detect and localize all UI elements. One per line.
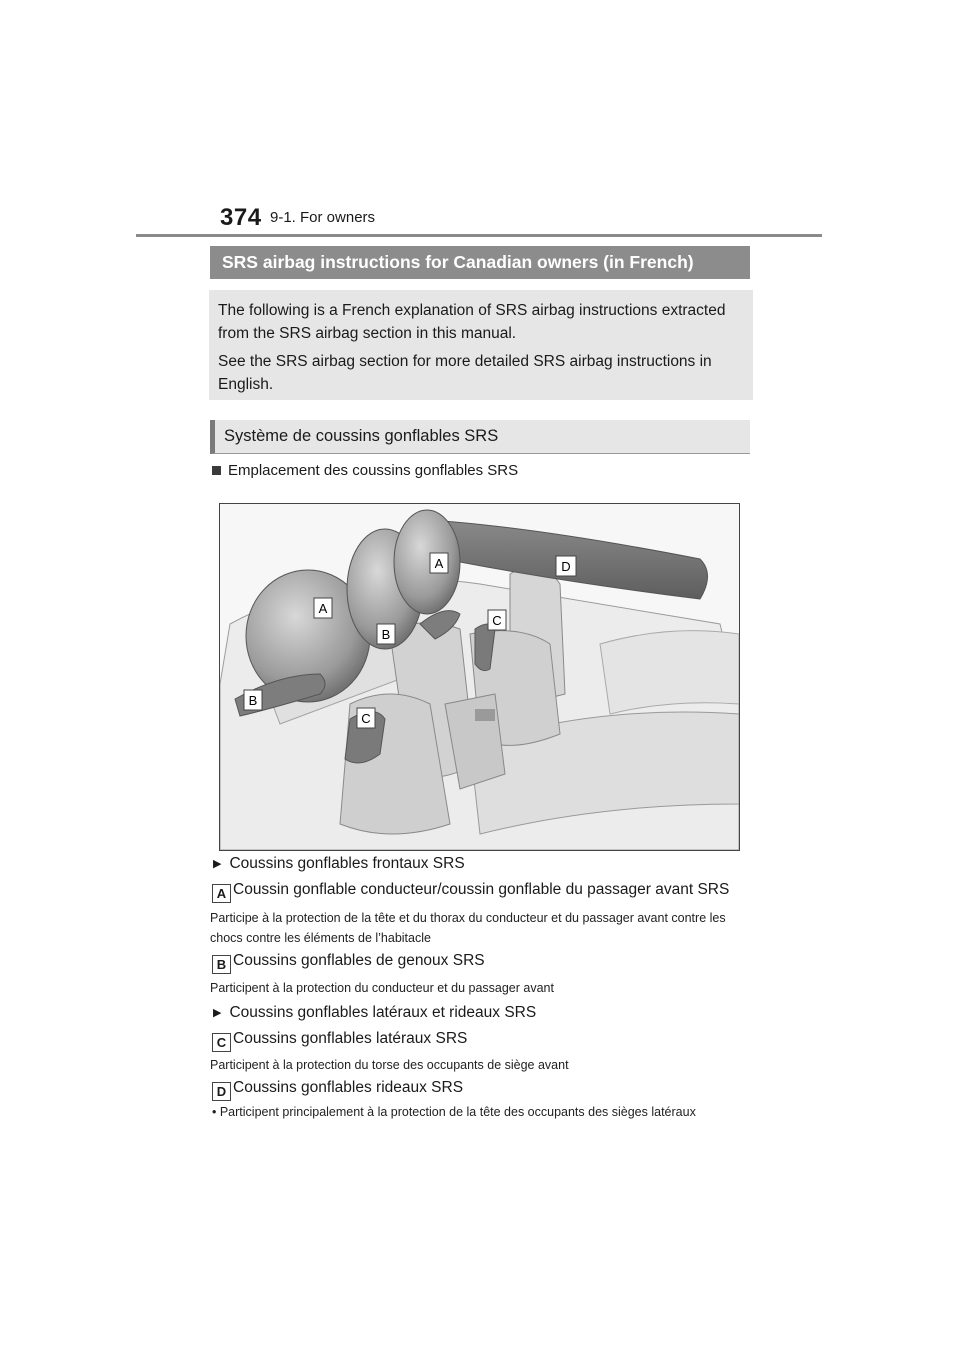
callout-b-1 <box>377 624 395 644</box>
triangle-bullet-icon: ▶ <box>213 858 222 870</box>
running-head: 9-1. For owners <box>270 209 376 226</box>
bullet-side-text: Coussins gonflables latéraux et rideaux SRS <box>229 1004 537 1021</box>
airbag-location-illustration <box>219 503 740 851</box>
item-b-title: Coussins gonflables de genoux SRS <box>233 952 485 969</box>
callout-a-1 <box>314 598 332 618</box>
callout-a-1-text: A <box>318 601 328 616</box>
callout-b-1-text: B <box>381 627 391 642</box>
note-paragraph-1: The following is a French explanation of SRS airbag instructions extracted from the SRS airbag section in this manual. <box>218 302 726 342</box>
item-c-description: Participent à la protection du torse des occupants de siège avant <box>210 1058 569 1072</box>
page-number: 374 <box>220 204 262 231</box>
callout-c-2-text: C <box>361 711 371 726</box>
bullet-frontal-text: Coussins gonflables frontaux SRS <box>229 855 465 872</box>
callout-b-2 <box>244 690 262 710</box>
item-tag-a: A <box>212 884 231 903</box>
callout-c-1 <box>488 610 506 630</box>
callout-c-1-text: C <box>492 613 502 628</box>
callout-a-2 <box>430 553 448 573</box>
section-heading: Système de coussins gonflables SRS <box>210 420 750 454</box>
item-b-description: Participent à la protection du conducteur et du passager avant <box>210 981 554 995</box>
note-paragraph-2: See the SRS airbag section for more detailed SRS airbag instructions in English. <box>218 353 712 393</box>
item-d-description: • Participent principalement à la protection de la tête des occupants des sièges latéraux <box>212 1105 696 1119</box>
subsection-title: Emplacement des coussins gonflables SRS <box>228 462 519 479</box>
subsection-heading <box>212 462 518 479</box>
item-d-title: Coussins gonflables rideaux SRS <box>233 1079 464 1096</box>
bullet-frontal-airbags <box>213 855 465 873</box>
callout-b-2-text: B <box>248 693 258 708</box>
section-banner: SRS airbag instructions for Canadian owners (in French) <box>210 246 750 279</box>
item-tag-b: B <box>212 955 231 974</box>
callout-a-2-text: A <box>434 556 444 571</box>
square-bullet-icon <box>212 466 221 475</box>
callout-d-text: D <box>561 559 571 574</box>
item-tag-c: C <box>212 1033 231 1052</box>
callout-c-2 <box>357 708 375 728</box>
item-a-description: Participe à la protection de la tête et du thorax du conducteur et du passager avant contre les chocs contre les éléments de l’habitacle <box>210 911 726 945</box>
callout-d <box>556 556 576 576</box>
bullet-side-curtain-airbags <box>213 1004 536 1022</box>
item-tag-d: D <box>212 1082 231 1101</box>
car-interior-drawing <box>220 504 739 850</box>
triangle-bullet-icon: ▶ <box>213 1007 222 1019</box>
header-rule <box>136 234 822 237</box>
item-c-title: Coussins gonflables latéraux SRS <box>233 1030 468 1047</box>
note-box <box>209 290 753 400</box>
item-a-title: Coussin gonflable conducteur/coussin gonflable du passager avant SRS <box>233 881 730 898</box>
